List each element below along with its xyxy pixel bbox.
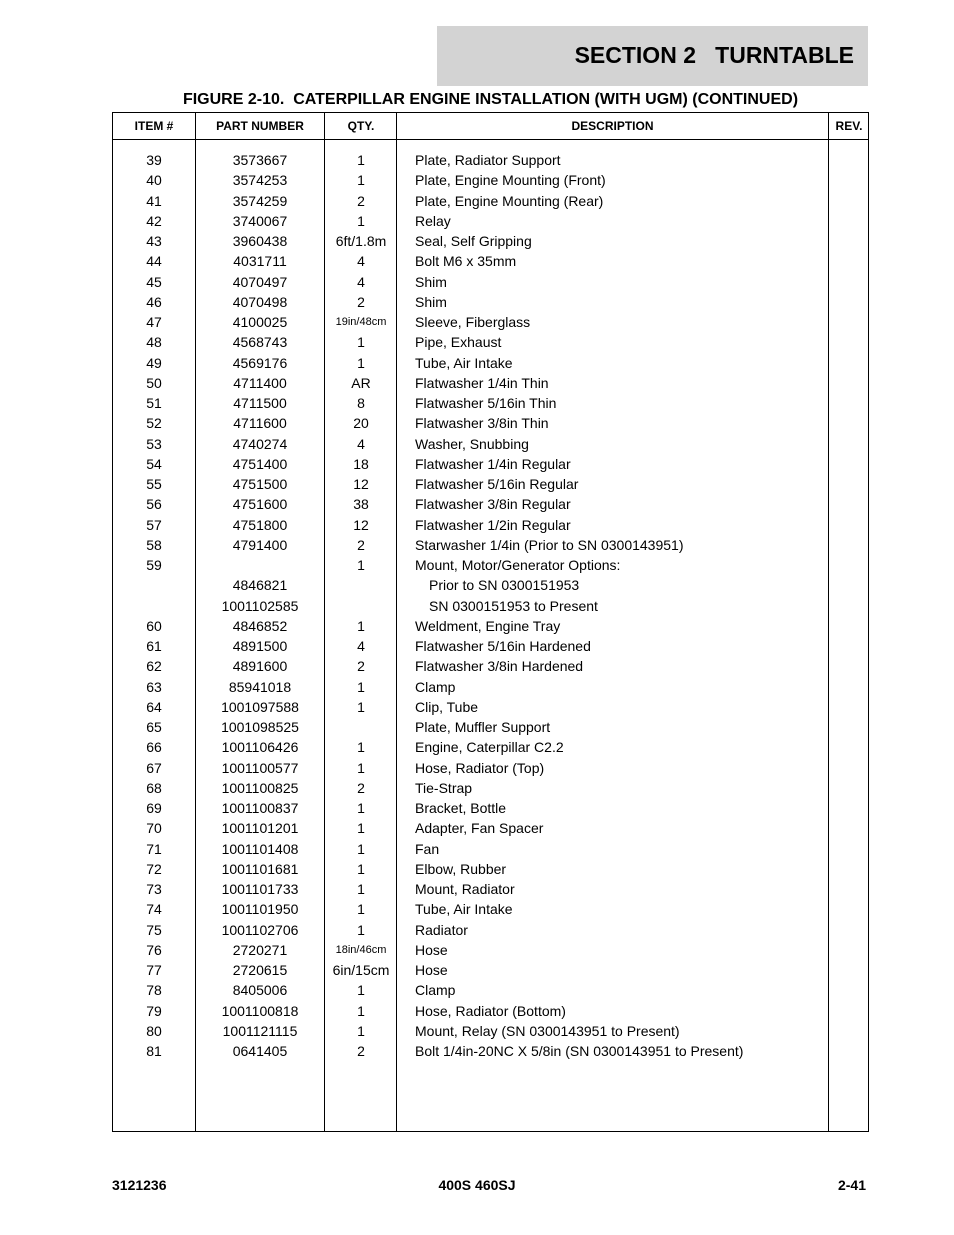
description: Fan [415, 840, 440, 857]
item-number: 76 [146, 941, 162, 958]
description: Sleeve, Fiberglass [415, 314, 531, 330]
table-row [113, 170, 868, 190]
description: Mount, Radiator [415, 881, 515, 897]
item-number: 55 [146, 476, 162, 492]
description: Engine, Caterpillar C2.2 [415, 739, 564, 756]
description: Bolt M6 x 35mm [415, 253, 517, 270]
item-number: 72 [146, 860, 162, 877]
part-number: 1001101681 [221, 860, 299, 877]
description: Flatwasher 3/8in Thin [415, 415, 549, 432]
item-number: 80 [146, 1022, 162, 1039]
part-number [195, 555, 325, 575]
description: Washer, Snubbing [415, 435, 529, 452]
description: Relay [415, 212, 451, 229]
table-row [113, 920, 868, 940]
description: Bolt 1/4in-20NC X 5/8in (SN 0300143951 to Present) [415, 1043, 744, 1059]
header-qty: QTY. [347, 119, 375, 133]
quantity [325, 575, 397, 595]
item-number: 46 [146, 293, 162, 310]
quantity: 1 [357, 1002, 365, 1019]
item-number: 77 [146, 962, 162, 978]
part-number: 1001121115 [222, 1022, 298, 1039]
item-number: 60 [146, 617, 162, 634]
item-number [113, 596, 195, 616]
part-number: 4846821 [232, 577, 288, 594]
section-title: SECTION 2 TURNTABLE [574, 42, 854, 68]
part-number: 3574253 [232, 172, 288, 189]
footer-doc-number: 3121236 [112, 1177, 167, 1193]
item-number: 67 [146, 759, 162, 776]
quantity: 1 [357, 334, 365, 351]
quantity: 4 [357, 638, 365, 654]
part-number: 4070498 [232, 293, 288, 310]
table-row [113, 373, 868, 393]
description: Elbow, Rubber [415, 860, 507, 877]
part-number: 4891600 [232, 658, 288, 675]
quantity: 1 [357, 698, 365, 715]
quantity: 12 [353, 476, 369, 492]
table-header [113, 113, 868, 140]
part-number: 1001100825 [221, 779, 299, 796]
item-number: 61 [146, 638, 162, 654]
table-row [113, 656, 868, 676]
description: Flatwasher 1/2in Regular [415, 516, 571, 533]
quantity: 2 [357, 192, 365, 209]
table-row [113, 474, 868, 494]
part-number: 4751500 [232, 476, 288, 492]
item-number: 44 [146, 253, 162, 270]
description: Seal, Self Gripping [415, 233, 532, 249]
quantity: 2 [357, 293, 365, 310]
part-number: 4751600 [232, 496, 288, 513]
table-row [113, 555, 868, 575]
description: Shim [415, 273, 447, 290]
quantity: 6in/15cm [332, 962, 390, 978]
table-row [113, 859, 868, 879]
description: Mount, Relay (SN 0300143951 to Present) [415, 1022, 680, 1039]
header-description: DESCRIPTION [571, 119, 654, 133]
part-number: 4070497 [232, 273, 288, 290]
table-row [113, 737, 868, 757]
item-number: 53 [146, 435, 162, 452]
description: Adapter, Fan Spacer [415, 820, 544, 837]
description: Flatwasher 5/16in Regular [415, 476, 579, 492]
item-number: 50 [146, 374, 162, 391]
item-number: 47 [146, 314, 162, 330]
item-number: 74 [146, 901, 162, 918]
part-number: 1001106426 [221, 739, 299, 756]
quantity: 1 [357, 840, 365, 857]
description: Flatwasher 1/4in Thin [415, 374, 549, 391]
description: Mount, Motor/Generator Options: [415, 557, 621, 573]
table-row [113, 292, 868, 312]
item-number: 69 [146, 800, 162, 816]
quantity: 6ft/1.8m [335, 233, 387, 249]
quantity [325, 596, 397, 616]
description: Clip, Tube [415, 698, 479, 715]
description: Hose, Radiator (Top) [415, 759, 545, 776]
description: Tube, Air Intake [415, 354, 513, 371]
quantity: 1 [357, 800, 365, 816]
quantity: 12 [353, 516, 369, 533]
table-row [113, 272, 868, 292]
table-row [113, 312, 868, 332]
table-row [113, 191, 868, 211]
description: Hose [415, 941, 448, 958]
description: Clamp [415, 678, 456, 695]
part-number: 2720271 [232, 941, 288, 958]
quantity: 38 [353, 496, 369, 513]
part-number: 4891500 [232, 638, 288, 654]
table-row [113, 758, 868, 778]
part-number: 1001102585 [221, 597, 299, 614]
quantity: 2 [357, 536, 365, 553]
part-number: 1001097588 [221, 698, 299, 715]
part-number: 4031711 [233, 253, 287, 270]
item-number: 79 [146, 1002, 162, 1019]
part-number: 4791400 [232, 536, 288, 553]
part-number: 1001100577 [221, 759, 299, 776]
description: Plate, Muffler Support [415, 719, 551, 735]
description: Clamp [415, 982, 456, 999]
description: Plate, Engine Mounting (Front) [415, 172, 606, 189]
quantity: AR [351, 374, 371, 391]
description: Weldment, Engine Tray [415, 617, 561, 634]
part-number: 1001101201 [221, 820, 299, 837]
item-number: 62 [146, 658, 162, 675]
quantity: 1 [357, 820, 365, 837]
part-number: 3960438 [232, 233, 288, 249]
footer-model: 400S 460SJ [438, 1177, 516, 1193]
quantity: 1 [357, 881, 365, 897]
part-number: 4740274 [232, 435, 288, 452]
quantity: 1 [357, 354, 365, 371]
item-number: 41 [146, 192, 162, 209]
table-row [113, 434, 868, 454]
table-row [113, 717, 868, 737]
item-number: 75 [146, 921, 162, 938]
description: Tie-Strap [415, 779, 473, 796]
quantity: 4 [357, 435, 365, 452]
description: Hose, Radiator (Bottom) [415, 1002, 566, 1019]
table-row [113, 636, 868, 656]
description: Plate, Engine Mounting (Rear) [415, 192, 604, 209]
footer-page-number: 2-41 [837, 1177, 866, 1193]
part-number: 1001101408 [221, 840, 299, 857]
table-row [113, 839, 868, 859]
quantity: 1 [357, 1022, 365, 1039]
description: Starwasher 1/4in (Prior to SN 0300143951) [415, 536, 684, 553]
table-row [113, 413, 868, 433]
item-number: 52 [146, 415, 162, 432]
part-number: 4751400 [232, 455, 288, 472]
table-row [113, 1021, 868, 1041]
quantity: 4 [357, 273, 365, 290]
part-number: 4711400 [233, 374, 287, 391]
description: Shim [415, 293, 447, 310]
part-number: 4711500 [233, 395, 287, 411]
part-number: 1001101733 [221, 881, 299, 897]
item-number: 54 [146, 455, 162, 472]
quantity: 1 [357, 860, 365, 877]
part-number: 1001100837 [221, 800, 299, 816]
quantity: 1 [357, 212, 365, 229]
table-row [113, 332, 868, 352]
quantity: 2 [357, 779, 365, 796]
quantity: 1 [357, 739, 365, 756]
item-number: 42 [146, 212, 162, 229]
table-row [113, 980, 868, 1000]
item-number: 40 [146, 172, 162, 189]
item-number: 59 [146, 557, 162, 573]
quantity: 18 [353, 455, 369, 472]
table-row [113, 494, 868, 514]
item-number: 45 [146, 273, 162, 290]
quantity: 1 [357, 617, 365, 634]
header-item: ITEM # [134, 119, 174, 133]
item-number: 73 [146, 881, 162, 897]
table-row [113, 1041, 868, 1061]
table-row [113, 454, 868, 474]
description: Bracket, Bottle [415, 800, 507, 816]
item-number: 81 [146, 1043, 162, 1059]
table-row [113, 353, 868, 373]
description: Flatwasher 1/4in Regular [415, 455, 571, 472]
item-number: 39 [146, 152, 162, 168]
item-number: 57 [146, 516, 162, 533]
part-number: 3740067 [232, 212, 288, 229]
description: Plate, Radiator Support [415, 152, 561, 168]
item-number: 63 [146, 678, 162, 695]
table-row [113, 251, 868, 271]
table-row [113, 596, 868, 616]
quantity: 1 [357, 152, 365, 168]
item-number: 43 [146, 233, 162, 249]
item-number: 66 [146, 739, 162, 756]
part-number: 4711600 [233, 415, 287, 432]
quantity: 4 [357, 253, 365, 270]
item-number [113, 575, 195, 595]
item-number: 70 [146, 820, 162, 837]
part-number: 4569176 [232, 354, 288, 371]
part-number: 1001102706 [221, 921, 299, 938]
header-part-number: PART NUMBER [216, 119, 304, 133]
part-number: 2720615 [232, 962, 288, 978]
part-number: 4846852 [232, 617, 288, 634]
quantity: 1 [357, 557, 365, 573]
table-row [113, 940, 868, 960]
part-number: 3574259 [232, 192, 288, 209]
quantity: 2 [357, 658, 365, 675]
table-row [113, 798, 868, 818]
item-number: 51 [146, 395, 162, 411]
figure-title: FIGURE 2-10. CATERPILLAR ENGINE INSTALLATION (WITH UGM) (CONTINUED) [182, 91, 799, 108]
part-number: 1001100818 [221, 1002, 299, 1019]
table-row [113, 211, 868, 231]
table-row [113, 575, 868, 595]
table-row [113, 231, 868, 251]
table-row [113, 515, 868, 535]
table-row [113, 616, 868, 636]
part-number: 4751800 [232, 516, 288, 533]
part-number: 8405006 [232, 982, 288, 999]
description: Flatwasher 3/8in Hardened [415, 658, 584, 675]
quantity: 2 [357, 1043, 365, 1059]
part-number: 4568743 [232, 334, 288, 351]
description: Flatwasher 5/16in Hardened [415, 638, 591, 654]
description: Prior to SN 0300151953 [429, 577, 580, 594]
table-row [113, 818, 868, 838]
item-number: 49 [146, 354, 162, 371]
header-rev: REV. [835, 119, 863, 133]
table-row [113, 150, 868, 170]
description: Flatwasher 5/16in Thin [415, 395, 557, 411]
table-row [113, 677, 868, 697]
table-row [113, 778, 868, 798]
table-row [113, 535, 868, 555]
description: Pipe, Exhaust [415, 334, 502, 351]
quantity: 1 [357, 901, 365, 918]
parts-table [112, 112, 869, 1132]
item-number: 64 [146, 698, 162, 715]
quantity: 1 [357, 921, 365, 938]
item-number: 78 [146, 982, 162, 999]
quantity: 1 [357, 172, 365, 189]
item-number: 48 [146, 334, 162, 351]
part-number: 1001101950 [221, 901, 299, 918]
description: SN 0300151953 to Present [429, 597, 598, 614]
table-row [113, 1001, 868, 1021]
quantity: 8 [357, 395, 365, 411]
quantity: 1 [357, 678, 365, 695]
part-number: 3573667 [232, 152, 288, 168]
quantity: 19in/48cm [335, 316, 387, 328]
item-number: 56 [146, 496, 162, 513]
quantity: 1 [357, 759, 365, 776]
part-number: 4100025 [232, 314, 288, 330]
item-number: 65 [146, 719, 162, 735]
description: Flatwasher 3/8in Regular [415, 496, 571, 513]
section-header-box [437, 26, 868, 86]
quantity: 18in/46cm [335, 943, 387, 956]
item-number: 68 [146, 779, 162, 796]
description: Tube, Air Intake [415, 901, 513, 918]
table-row [113, 899, 868, 919]
quantity: 1 [357, 982, 365, 999]
table-row [113, 960, 868, 980]
part-number: 85941018 [228, 678, 292, 695]
part-number: 1001098525 [221, 719, 299, 735]
item-number: 71 [146, 840, 162, 857]
table-row [113, 879, 868, 899]
quantity [325, 717, 397, 737]
table-row [113, 697, 868, 717]
table-row [113, 393, 868, 413]
description: Hose [415, 962, 448, 978]
item-number: 58 [146, 536, 162, 553]
description: Radiator [415, 921, 468, 938]
part-number: 0641405 [232, 1043, 288, 1059]
quantity: 20 [353, 415, 369, 432]
